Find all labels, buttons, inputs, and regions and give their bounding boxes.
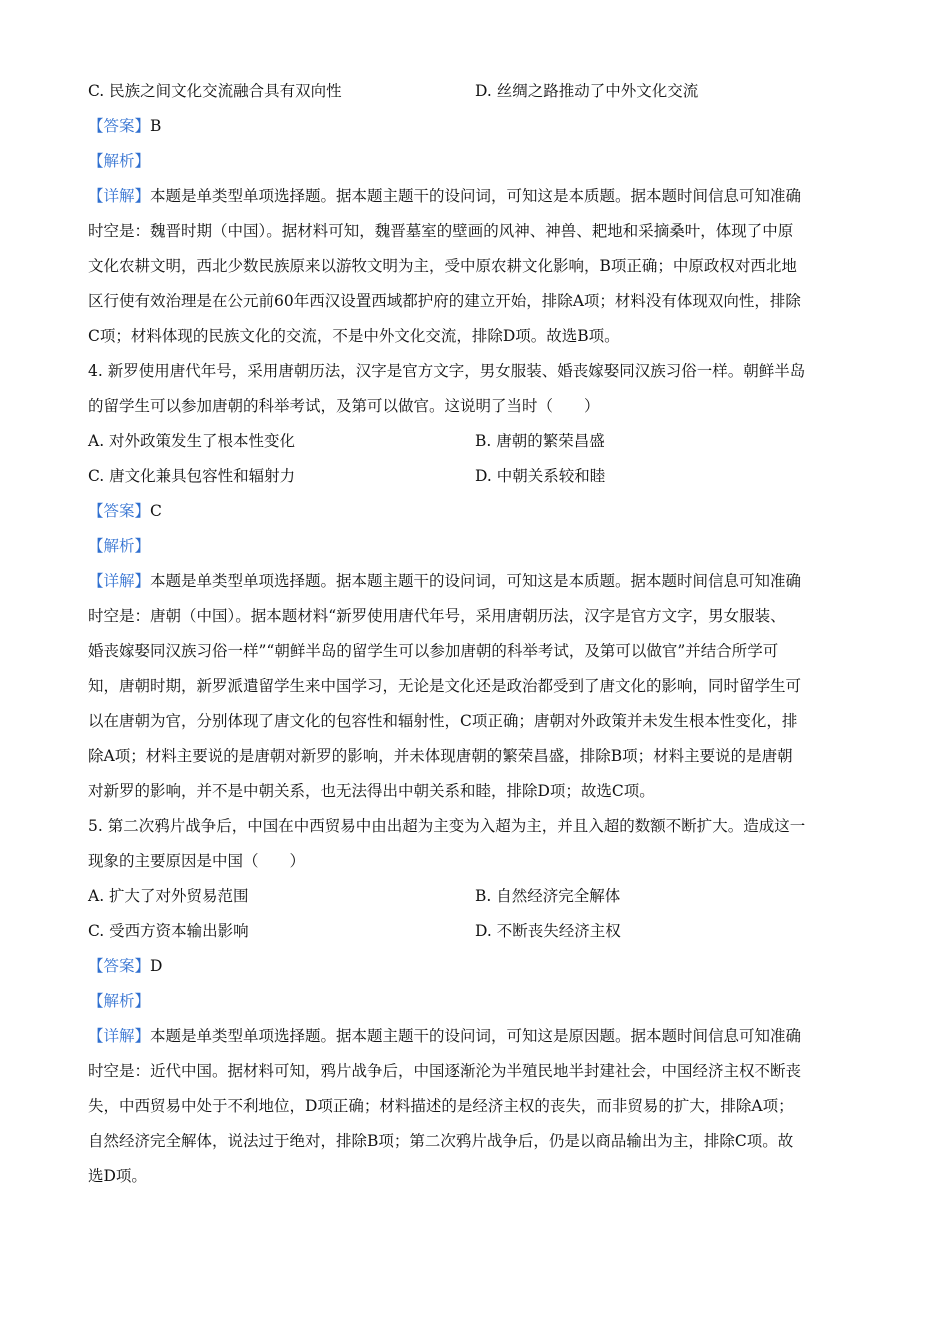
q4-detail-line bbox=[88, 564, 862, 599]
detail-text: 本题是单类型单项选择题。据本题主题干的设问词，可知这是本质题。据本题时间信息可知准确 bbox=[150, 572, 802, 590]
q5-detail-line: 选D项。 bbox=[88, 1167, 147, 1185]
q3-options-row-cd bbox=[88, 74, 862, 109]
q5-option-d: D. 不断丧失经济主权 bbox=[475, 922, 621, 940]
q5-option-b: B. 自然经济完全解体 bbox=[475, 887, 621, 905]
answer-tag: 【答案】 bbox=[88, 957, 151, 975]
q3-detail-line bbox=[88, 179, 862, 214]
analysis-tag: 【解析】 bbox=[88, 992, 151, 1010]
q5-stem-line: 5. 第二次鸦片战争后，中国在中西贸易中由出超为主变为入超为主，并且入超的数额不断扩大。造成这一 bbox=[88, 817, 806, 835]
q5-detail-line: 时空是：近代中国。据材料可知，鸦片战争后，中国逐渐沦为半殖民地半封建社会，中国经济主权不断丧 bbox=[88, 1062, 802, 1080]
q5-options-row-ab bbox=[88, 879, 862, 914]
answer-value: C bbox=[150, 502, 162, 520]
q3-option-c: C. 民族之间文化交流融合具有双向性 bbox=[88, 82, 342, 100]
q4-analysis-heading bbox=[88, 529, 862, 564]
document-content bbox=[88, 74, 862, 1194]
q4-option-d: D. 中朝关系较和睦 bbox=[475, 467, 606, 485]
detail-tag: 【详解】 bbox=[88, 572, 151, 590]
q4-stem-line: 4. 新罗使用唐代年号，采用唐朝历法，汉字是官方文字，男女服装、婚丧嫁娶同汉族习俗一样。朝鲜半岛 bbox=[88, 362, 806, 380]
q5-option-c: C. 受西方资本输出影响 bbox=[88, 922, 249, 940]
detail-text: 本题是单类型单项选择题。据本题主题干的设问词，可知这是本质题。据本题时间信息可知准确 bbox=[150, 187, 802, 205]
q3-detail bbox=[88, 179, 862, 354]
q4-options-row-ab bbox=[88, 424, 862, 459]
answer-value: D bbox=[150, 957, 163, 975]
q3-answer bbox=[88, 109, 862, 144]
answer-tag: 【答案】 bbox=[88, 502, 151, 520]
q4-detail-line: 时空是：唐朝（中国）。据本题材料“新罗使用唐代年号，采用唐朝历法，汉字是官方文字，男女服装、 bbox=[88, 607, 786, 625]
q4-answer bbox=[88, 494, 862, 529]
detail-tag: 【详解】 bbox=[88, 187, 151, 205]
detail-text: 本题是单类型单项选择题。据本题主题干的设问词，可知这是原因题。据本题时间信息可知准确 bbox=[150, 1027, 802, 1045]
q5-detail-line: 失，中西贸易中处于不利地位，D项正确；材料描述的是经济主权的丧失，而非贸易的扩大，排除A项； bbox=[88, 1097, 794, 1115]
q4-option-b: B. 唐朝的繁荣昌盛 bbox=[475, 432, 605, 450]
q3-detail-line: 文化农耕文明，西北少数民族原来以游牧文明为主，受中原农耕文化影响，B项正确；中原政权对西北地 bbox=[88, 257, 797, 275]
analysis-tag: 【解析】 bbox=[88, 152, 151, 170]
q4-options-row-cd bbox=[88, 459, 862, 494]
detail-tag: 【详解】 bbox=[88, 1027, 151, 1045]
q4-detail-line: 以在唐朝为官，分别体现了唐文化的包容性和辐射性，C项正确；唐朝对外政策并未发生根本性变化，排 bbox=[88, 712, 798, 730]
q3-option-d: D. 丝绸之路推动了中外文化交流 bbox=[475, 82, 699, 100]
q3-detail-line: C项；材料体现的民族文化的交流，不是中外文化交流，排除D项。故选B项。 bbox=[88, 327, 620, 345]
q5-detail bbox=[88, 1019, 862, 1194]
q5-detail-line: 自然经济完全解体，说法过于绝对，排除B项；第二次鸦片战争后，仍是以商品输出为主，排除C项。故 bbox=[88, 1132, 794, 1150]
q4-detail-line: 婚丧嫁娶同汉族习俗一样”“朝鲜半岛的留学生可以参加唐朝的科举考试，及第可以做官”并结合所学可 bbox=[88, 642, 779, 660]
analysis-tag: 【解析】 bbox=[88, 537, 151, 555]
q5-analysis-heading bbox=[88, 984, 862, 1019]
q4-detail bbox=[88, 564, 862, 809]
answer-tag: 【答案】 bbox=[88, 117, 151, 135]
q5-options-row-cd bbox=[88, 914, 862, 949]
q5-option-a: A. 扩大了对外贸易范围 bbox=[88, 887, 249, 905]
q4-detail-line: 知，唐朝时期，新罗派遣留学生来中国学习，无论是文化还是政治都受到了唐文化的影响，同时留学生可 bbox=[88, 677, 802, 695]
q3-detail-line: 区行使有效治理是在公元前60年西汉设置西域都护府的建立开始，排除A项；材料没有体现双向性，排除 bbox=[88, 292, 801, 310]
q5-answer bbox=[88, 949, 862, 984]
q3-detail-line: 时空是：魏晋时期（中国）。据材料可知，魏晋墓室的壁画的风神、神兽、耙地和采摘桑叶，体现了中原 bbox=[88, 222, 794, 240]
q4-detail-line: 除A项；材料主要说的是唐朝对新罗的影响，并未体现唐朝的繁荣昌盛，排除B项；材料主要说的是唐朝 bbox=[88, 747, 793, 765]
q3-analysis-heading bbox=[88, 144, 862, 179]
q4-option-a: A. 对外政策发生了根本性变化 bbox=[88, 432, 296, 450]
q5-stem-line: 现象的主要原因是中国（ ） bbox=[88, 852, 306, 870]
q4-option-c: C. 唐文化兼具包容性和辐射力 bbox=[88, 467, 296, 485]
answer-value: B bbox=[150, 117, 162, 135]
q4-detail-line: 对新罗的影响，并不是中朝关系，也无法得出中朝关系和睦，排除D项；故选C项。 bbox=[88, 782, 655, 800]
q4-stem-line: 的留学生可以参加唐朝的科举考试，及第可以做官。这说明了当时（ ） bbox=[88, 397, 600, 415]
q5-detail-line bbox=[88, 1019, 862, 1054]
